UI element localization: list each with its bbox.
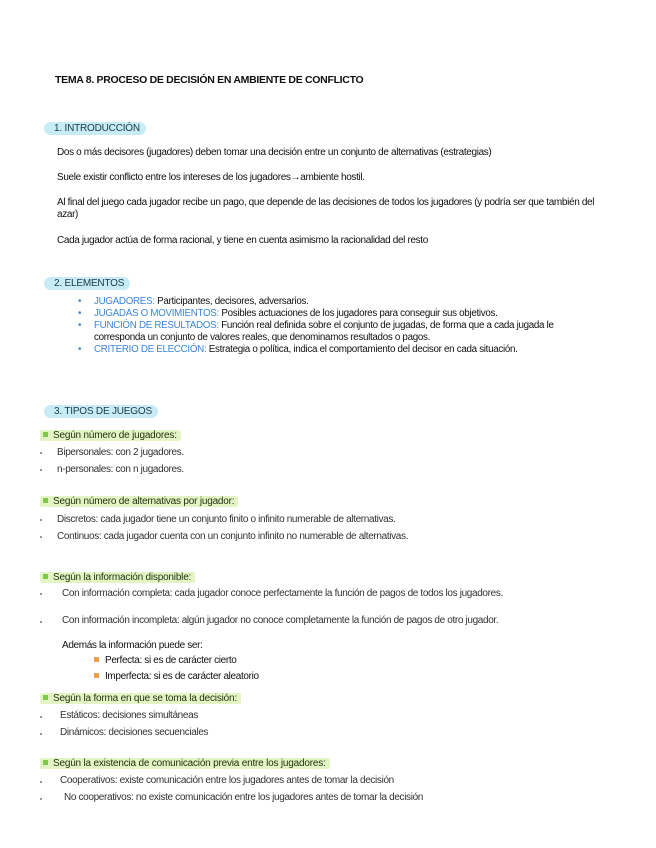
elemento-funcion (78, 320, 604, 344)
group-heading-jugadores (40, 430, 181, 441)
group-title: Según la existencia de comunicación previa entre los jugadores: (53, 758, 326, 769)
intro-paragraph-2: Suele existir conflicto entre los intereses de los jugadores→ambiente hostil. (57, 172, 365, 183)
elemento-text: Estrategia o política, indica el comportamiento del decisor en cada situación. (206, 344, 518, 355)
green-square-icon (43, 498, 48, 503)
group-title: Según la información disponible: (53, 572, 192, 583)
sub-item-text: Imperfecta: si es de carácter aleatorio (105, 671, 259, 682)
elemento-term: CRITERIO DE ELECCIÓN: (94, 344, 207, 355)
elemento-text: Función real definida sobre el conjunto de jugadas, de forma que a cada jugada le corresponda un conjunto de valores reales, que denominamos resultados o pagos. (94, 320, 554, 343)
bullet-dot-icon (40, 452, 42, 454)
elemento-text: Posibles actuaciones de los jugadores para conseguir sus objetivos. (218, 308, 498, 319)
intro-paragraph-1: Dos o más decisores (jugadores) deben tomar una decisión entre un conjunto de alternativas (estrategias) (57, 147, 492, 158)
section-heading-tipos: 3. TIPOS DE JUEGOS (44, 405, 158, 418)
orange-square-icon (94, 673, 99, 678)
bullet-dot-icon (40, 781, 42, 783)
info-sub-intro: Además la información puede ser: (62, 640, 203, 651)
list-item: n-personales: con n jugadores. (57, 464, 184, 475)
info-sub-item-imperfecta (94, 671, 259, 682)
bullet-dot-icon (40, 621, 42, 623)
orange-square-icon (94, 657, 99, 662)
list-item: Dinámicos: decisiones secuenciales (60, 727, 209, 738)
list-item: Con información completa: cada jugador conoce perfectamente la función de pagos de todos los jugadores. (62, 588, 503, 599)
bullet-dot-icon (40, 798, 42, 800)
green-square-icon (43, 760, 48, 765)
elemento-criterio (78, 344, 604, 356)
bullet-dot-icon (40, 469, 42, 471)
bullet-icon: • (78, 296, 82, 307)
bullet-icon: • (78, 344, 82, 355)
elementos-list (78, 296, 604, 356)
document-title: TEMA 8. PROCESO DE DECISIÓN EN AMBIENTE DE CONFLICTO (55, 74, 364, 86)
elemento-jugadas (78, 308, 604, 320)
bullet-dot-icon (40, 716, 42, 718)
bullet-dot-icon (40, 733, 42, 735)
bullet-dot-icon (40, 536, 42, 538)
group-title: Según la forma en que se toma la decisión: (53, 693, 237, 704)
section-heading-introduccion: 1. INTRODUCCIÓN (44, 122, 146, 135)
group-heading-forma (40, 693, 241, 704)
section-heading-elementos: 2. ELEMENTOS (44, 277, 130, 290)
list-item: Cooperativos: existe comunicación entre los jugadores antes de tomar la decisión (60, 775, 394, 786)
list-item: Discretos: cada jugador tiene un conjunto finito o infinito numerable de alternativas. (57, 514, 396, 525)
green-square-icon (43, 695, 48, 700)
bullet-dot-icon (40, 593, 42, 595)
green-square-icon (43, 432, 48, 437)
list-item: Bipersonales: con 2 jugadores. (57, 447, 184, 458)
list-item: Con información incompleta: algún jugador no conoce completamente la función de pagos de otro jugador. (62, 615, 499, 626)
elemento-term: JUGADAS O MOVIMIENTOS: (94, 308, 219, 319)
intro-paragraph-4: Cada jugador actúa de forma racional, y tiene en cuenta asimismo la racionalidad del resto (57, 235, 428, 246)
sub-item-text: Perfecta: si es de carácter cierto (105, 655, 237, 666)
info-sub-item-perfecta (94, 655, 237, 666)
elemento-text: Participantes, decisores, adversarios. (154, 296, 309, 307)
list-item: Continuos: cada jugador cuenta con un conjunto infinito no numerable de alternativas. (57, 531, 409, 542)
group-title: Según número de alternativas por jugador: (53, 496, 235, 507)
group-title: Según número de jugadores: (53, 430, 177, 441)
elemento-jugadores (78, 296, 604, 308)
elemento-term: JUGADORES: (94, 296, 155, 307)
list-item: Estáticos: decisiones simultáneas (60, 710, 198, 721)
intro-paragraph-3: Al final del juego cada jugador recibe un pago, que depende de las decisiones de todos los jugadores (y podría ser que también del azar) (57, 197, 595, 220)
group-heading-comunicacion (40, 758, 330, 769)
elemento-term: FUNCIÓN DE RESULTADOS: (94, 320, 219, 331)
green-square-icon (43, 574, 48, 579)
group-heading-alternativas (40, 496, 238, 507)
bullet-icon: • (78, 308, 82, 319)
group-heading-informacion (40, 572, 195, 583)
list-item: No cooperativos: no existe comunicación entre los jugadores antes de tomar la decisión (64, 792, 424, 803)
bullet-dot-icon (40, 519, 42, 521)
bullet-icon: • (78, 320, 82, 331)
